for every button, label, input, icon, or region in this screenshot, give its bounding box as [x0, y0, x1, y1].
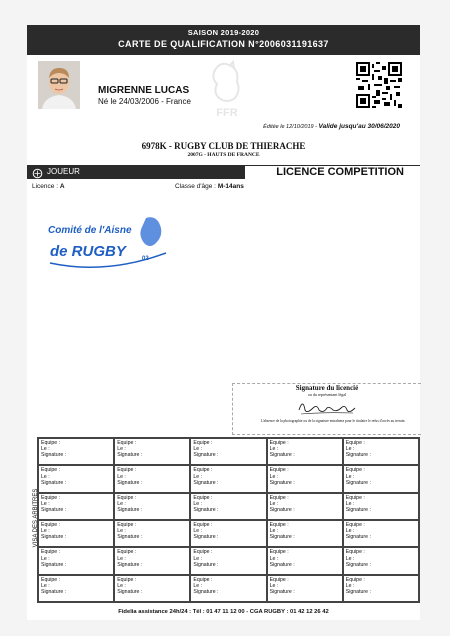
referee-visa-grid: [37, 437, 420, 603]
visa-equipe-label: Equipe :: [345, 467, 365, 474]
svg-text:Comité de l'Aisne: Comité de l'Aisne: [48, 225, 132, 236]
visa-cell: [38, 438, 114, 465]
visa-le-label: Le :: [345, 528, 355, 535]
visa-equipe-label: Equipe :: [193, 576, 213, 583]
signature-title: Signature du licencié: [295, 384, 359, 392]
visa-equipe-label: Equipe :: [117, 576, 137, 583]
card-header: [27, 25, 420, 55]
visa-signature-label: Signature :: [193, 561, 219, 568]
visa-equipe-label: Equipe :: [41, 440, 61, 446]
visa-le-label: Le :: [41, 446, 50, 453]
qr-code: [356, 62, 402, 108]
visa-equipe-label: Equipe :: [117, 467, 137, 474]
visa-equipe-label: Equipe :: [117, 494, 137, 501]
visa-equipe-label: Equipe :: [269, 440, 289, 446]
visa-signature-label: Signature :: [269, 589, 295, 596]
visa-equipe-label: Equipe :: [117, 549, 137, 556]
visa-signature-label: Signature :: [269, 561, 295, 568]
visa-cell: [190, 575, 266, 602]
visa-cell: [267, 438, 343, 465]
visa-signature-label: Signature :: [41, 561, 67, 568]
visa-equipe-label: Equipe :: [41, 522, 61, 528]
visa-equipe-label: Equipe :: [269, 576, 289, 583]
visa-le-label: Le :: [41, 528, 50, 535]
visa-le-label: Le :: [193, 500, 203, 507]
visa-le-label: Le :: [117, 555, 126, 562]
visa-le-label: Le :: [345, 446, 355, 453]
club-region: 2007G - HAUTS DE FRANCE: [187, 152, 260, 158]
licence-type: LICENCE COMPETITION: [276, 166, 404, 178]
visa-cell: [190, 493, 266, 520]
visa-le-label: Le :: [117, 528, 126, 535]
visa-le-label: Le :: [41, 555, 50, 562]
licence-type-box: [245, 165, 420, 179]
visa-cell: [38, 547, 114, 574]
visa-le-label: Le :: [345, 473, 355, 480]
licence-value: A: [59, 183, 65, 190]
visa-le-label: Le :: [193, 528, 203, 535]
visa-equipe-label: Equipe :: [117, 522, 137, 528]
signature-subtitle: ou du représentant légal: [307, 392, 347, 397]
visa-le-label: Le :: [269, 473, 279, 480]
visa-signature-label: Signature :: [41, 534, 67, 541]
visa-cell: [114, 520, 190, 547]
visa-signature-label: Signature :: [117, 452, 143, 459]
visa-signature-label: Signature :: [41, 479, 67, 486]
visa-cell: [114, 547, 190, 574]
visa-equipe-label: Equipe :: [41, 549, 61, 556]
visa-le-label: Le :: [345, 555, 355, 562]
visa-cell: [38, 465, 114, 492]
edition-info: [263, 123, 400, 130]
visa-le-label: Le :: [345, 582, 355, 589]
visa-signature-label: Signature :: [41, 589, 67, 596]
licence-label: Licence :: [32, 183, 59, 190]
signature-notice: L'absence de la photographie ou de la signature entraînera pour le titulaire le refus d'accès au terrain.: [260, 419, 406, 423]
visa-equipe-label: Equipe :: [345, 549, 365, 556]
visa-equipe-label: Equipe :: [345, 576, 365, 583]
visa-signature-label: Signature :: [193, 479, 219, 486]
visa-equipe-label: Equipe :: [345, 440, 365, 446]
visa-le-label: Le :: [193, 473, 203, 480]
visa-cell: [267, 493, 343, 520]
age-class-label: Classe d'âge :: [175, 183, 216, 190]
licence-category: [32, 183, 65, 190]
visa-cell: [114, 438, 190, 465]
visa-le-label: Le :: [345, 500, 355, 507]
visa-cell: [343, 520, 419, 547]
visa-signature-label: Signature :: [345, 534, 371, 541]
visa-le-label: Le :: [41, 582, 50, 589]
visa-cell: [38, 575, 114, 602]
visa-signature-label: Signature :: [193, 452, 219, 459]
visa-cell: [343, 438, 419, 465]
handwritten-signature: [293, 396, 363, 418]
visa-signature-label: Signature :: [193, 534, 219, 541]
visa-cell: [343, 547, 419, 574]
player-role: JOUEUR: [47, 167, 80, 176]
visa-signature-label: Signature :: [117, 507, 143, 514]
footer-assistance: Fidelia assistance 24h/24 : Tél : 01 47 11 12 00 - CGA RUGBY : 01 42 12 26 42: [118, 609, 329, 615]
visa-signature-label: Signature :: [193, 507, 219, 514]
edition-date: Éditée le 12/10/2019 -: [263, 124, 319, 130]
season-label: SAISON 2019-2020: [187, 28, 260, 37]
visa-cell: [114, 575, 190, 602]
visa-signature-label: Signature :: [269, 479, 295, 486]
svg-text:02: 02: [142, 256, 149, 262]
visa-equipe-label: Equipe :: [269, 549, 289, 556]
visa-equipe-label: Equipe :: [193, 522, 213, 528]
visa-le-label: Le :: [269, 528, 279, 535]
visa-equipe-label: Equipe :: [345, 522, 365, 528]
visa-equipe-label: Equipe :: [41, 467, 61, 474]
visa-signature-label: Signature :: [345, 452, 371, 459]
visa-equipe-label: Equipe :: [193, 494, 213, 501]
visa-equipe-label: Equipe :: [193, 549, 213, 556]
visa-equipe-label: Equipe :: [41, 494, 61, 501]
visa-le-label: Le :: [269, 582, 279, 589]
svg-text:FFR: FFR: [216, 107, 238, 119]
visa-le-label: Le :: [117, 500, 126, 507]
visa-cell: [343, 575, 419, 602]
visa-le-label: Le :: [193, 555, 203, 562]
qualification-card: [27, 25, 420, 620]
visa-equipe-label: Equipe :: [117, 440, 137, 446]
visa-cell: [267, 575, 343, 602]
visa-cell: [190, 465, 266, 492]
visa-cell: [38, 493, 114, 520]
visa-cell: [267, 520, 343, 547]
visa-cell: [114, 465, 190, 492]
visa-equipe-label: Equipe :: [193, 440, 213, 446]
visa-equipe-label: Equipe :: [269, 494, 289, 501]
visa-cell: [114, 493, 190, 520]
club-name: 6978K - RUGBY CLUB DE THIERACHE: [141, 141, 306, 151]
visa-signature-label: Signature :: [345, 507, 371, 514]
visa-equipe-label: Equipe :: [345, 494, 365, 501]
visa-le-label: Le :: [269, 555, 279, 562]
visa-equipe-label: Equipe :: [269, 467, 289, 474]
age-class-value: M-14ans: [217, 183, 244, 190]
svg-text:de RUGBY: de RUGBY: [50, 243, 126, 260]
visa-signature-label: Signature :: [269, 534, 295, 541]
visa-signature-label: Signature :: [345, 589, 371, 596]
referee-visa-label: VISA DES ARBITRES: [33, 488, 39, 548]
visa-cell: [267, 465, 343, 492]
visa-cell: [38, 520, 114, 547]
committee-logo: [46, 213, 176, 273]
visa-signature-label: Signature :: [193, 589, 219, 596]
signature-box: [232, 383, 421, 435]
visa-equipe-label: Equipe :: [269, 522, 289, 528]
visa-le-label: Le :: [193, 582, 203, 589]
helmet-icon: [32, 166, 43, 177]
visa-le-label: Le :: [41, 500, 50, 507]
visa-signature-label: Signature :: [345, 479, 371, 486]
visa-signature-label: Signature :: [41, 507, 67, 514]
visa-signature-label: Signature :: [117, 534, 143, 541]
status-bar: [27, 165, 420, 179]
visa-cell: [190, 547, 266, 574]
visa-signature-label: Signature :: [41, 452, 67, 459]
visa-le-label: Le :: [117, 446, 126, 453]
visa-le-label: Le :: [269, 446, 279, 453]
visa-signature-label: Signature :: [269, 507, 295, 514]
visa-equipe-label: Equipe :: [193, 467, 213, 474]
visa-le-label: Le :: [269, 500, 279, 507]
validity-date: Valide jusqu'au 30/06/2020: [318, 123, 400, 130]
visa-cell: [267, 547, 343, 574]
visa-signature-label: Signature :: [117, 589, 143, 596]
visa-le-label: Le :: [41, 473, 50, 480]
visa-cell: [343, 465, 419, 492]
card-title: CARTE DE QUALIFICATION N°2006031191637: [118, 39, 329, 49]
ffr-logo: [207, 60, 247, 122]
visa-signature-label: Signature :: [269, 452, 295, 459]
player-photo: [38, 61, 80, 109]
visa-cell: [190, 520, 266, 547]
visa-le-label: Le :: [117, 473, 126, 480]
visa-signature-label: Signature :: [117, 479, 143, 486]
visa-equipe-label: Equipe :: [41, 576, 61, 583]
player-name: MIGRENNE LUCAS: [98, 85, 190, 96]
visa-cell: [343, 493, 419, 520]
age-class: [175, 183, 244, 190]
visa-le-label: Le :: [117, 582, 126, 589]
player-birth: Né le 24/03/2006 - France: [98, 97, 191, 106]
visa-signature-label: Signature :: [117, 561, 143, 568]
visa-cell: [190, 438, 266, 465]
visa-signature-label: Signature :: [345, 561, 371, 568]
visa-le-label: Le :: [193, 446, 203, 453]
